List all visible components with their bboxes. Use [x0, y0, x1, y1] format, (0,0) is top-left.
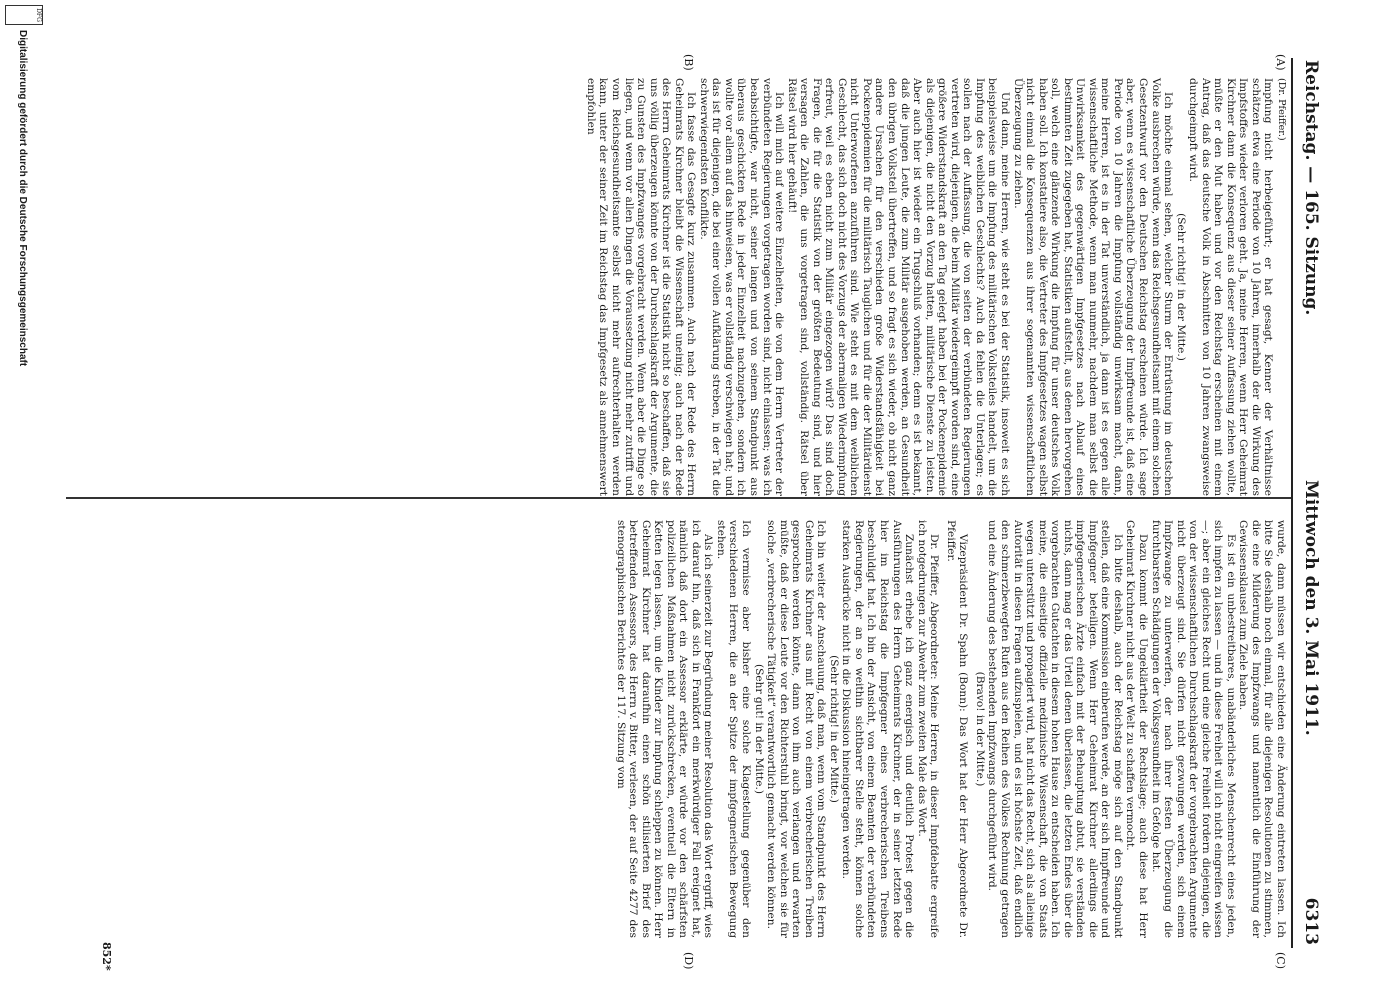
paragraph: (Bravo! in der Mitte.) [973, 671, 986, 787]
margin-marker-c: (C) [1274, 952, 1287, 969]
paragraph: (Sehr richtig! in der Mitte.) [827, 655, 840, 803]
dfg-logo: DFG [5, 5, 43, 25]
margin-marker-d: (D) [682, 952, 695, 970]
paragraph: wurde, dann müssen wir entschieden eine Änderung eintreten lassen. Ich bitte Sie deshalb noch einmal, für alle diejenigen Resolutionen zu stimmen, die eine Milderung des Impfzwangs und namentlich die Einführung der Gewissensklausel zum Ziele haben. [1237, 520, 1287, 938]
digitization-credit: Digitalisierung gefördert durch die Deutsche Forschungsgemeinschaft [17, 30, 28, 367]
paragraph: (Dr. Pfeiffer.) [1276, 78, 1287, 141]
paragraph: Als ich seinerzeit zur Begründung meiner Resolution das Wort ergriff, wies ich darauf hin, daß sich in Frankfort ein merkwürdiger Fall ereignet hat, nämlich daß dort ein Assessor erklärte, er würde vor den schärfsten polizeilichen Maßnahmen nicht zurückschrecken, eventuell die Eltern in Ketten legen lassen, um die Kinder zur Impfung schleppen zu können. Herr Geheimrat Kirchner hat daraufhin einen schön stilisierten Brief des betreffenden Assessors, des Herrn v. Bitter, verlesen, der auf Seite 4277 des stenographischen Berichtes der 117. Sitzung vom [614, 520, 715, 938]
paragraph: Impfung nicht herbeigeführt; er hat gesagt, Kenner der Verhältnisse schätzen etwa eine Periode von 10 Jahren, innerhalb der die Wirkung des Impfstoffes wieder verloren geht. Ja, meine Herren, wenn Herr Geheimrat Kirchner dann die Konsequenz aus dieser seiner Auffassung ziehen wollte, müßte er den Mut haben und vor den Reichstag erscheinen mit einem Antrag, daß das deutsche Volk in Abschnitten von 10 Jahren zwangsweise durchgeimpft wird. [1187, 78, 1275, 496]
paragraph: Und dann, meine Herren, wie steht es bei der Statistik, insoweit es sich beispielsweise um die Impfung des militärischen Volksteiles handelt, um die Impfung des weiblichen Geschlechts? Auch da fehlen die Unterlagen; es sollen nach der Auffassung, die von seiten der verbündeten Regierungen vertreten wird, diejenigen, die beim Militär wiedergeimpft worden sind, eine größere Widerstandskraft an den Tag gelegt haben bei der Pockenepidemie als diejenigen, die nicht den Vorzug hatten, militärische Dienste zu leisten. Aber auch hier ist wieder ein Trugschluß vorhanden; denn es ist bekannt, daß die jungen Leute, die zum Militär ausgehoben werden, an Gesundheit den übrigen Volksteil übertreffen, und so fragt es sich wieder, ob nicht ganz andere Ursachen für den verschieden große Widerstandsfähigkeit bei Pockenepidemien für die militärisch Tauglichen und für die der Militärdienst nicht Unterworfenen anzuführen sind. Wie steht es mit dem weiblichen Geschlecht, das sich doch nicht des Vorzugs der abermaligen Wiederimpfung erfreut, weil es eben nicht zum Militär eingezogen wird? Das sind doch Fragen, die für die Statistik von der größten Bedeutung sind, und hier versagen die Zahlen, die uns vorgetragen sind, vollständig. Rätsel über Rätsel wird hier gehäuft! [785, 78, 1011, 496]
text-column-right [614, 520, 1287, 938]
paragraph: Ich möchte einmal sehen, welcher Sturm der Entrüstung im deutschen Volke ausbrechen würde, wenn das Reichsgesundheitsamt mit einem solchen Gesetzentwurf vor den Deutschen Reichstag erscheinen würde. Ich sage aber, wenn es wissenschaftliche Überzeugung der Impffreunde ist, daß eine Periode von 10 Jahren die Impfung vollständig unwirksam macht, dann, meine Herren, ist es in der Tat unverständlich, ja dann ist es gegen alle wissenschaftliche Methode, wenn man nunmehr, nachdem man selbst die Unwirksamkeit des gegenwärtigen Impfgesetzes nach Ablauf eines bestimmten Zeit zugegeben hat, Statistiken aufstellt, aus denen hervorgehen soll, welch eine glänzende Wirkung die Impfung für unser deutsches Volk haben soll. Ich konstatiere also, die Vertreter des Impfgesetzes wagen selbst nicht einmal die Konsequenzen aus ihrer sogenannten wissenschaftlichen Überzeugung zu ziehen. [1011, 78, 1175, 496]
paragraph: Zunächst erhebe ich ganz energisch und deutlich Protest gegen die Ausführungen des Herrn Geheimrats Kirchner, der in seiner letzten Rede hier im Reichstag die Impfgegner eines verbrecherischen Treibens beschuldigt hat. Ich bin der Ansicht, von einem Beamten der verbündeten Regierungen, der an so weithin sichtbarer Stelle steht, können solche starken Ausdrücke nicht in die Diskussion hineingetragen werden. [840, 520, 916, 938]
paragraph: Ich will mich auf weitere Einzelheiten, die von dem Herrn Vertreter der verbündeten Regierungen vorgetragen worden sind, nicht einlassen; was ich beabsichtigte, war nicht, seiner langen und von seinem Standpunkt aus überaus geschickten Rede in jeder Einzelheit nachzugehen, sondern ich wollte vor allem auf das hinweisen, was er vollständig verschwiegen hat; und das ist für diejenigen, die bei einer vollen Aufklärung streben, in der Tat die schwerwiegendsten Konflikte. [697, 78, 786, 496]
paragraph: Ich vermisse aber bisher eine solche Klagestellung gegenüber den verschiedenen Herren, die an der Spitze der impfgegnerischen Bewegung stehen. [714, 520, 753, 938]
margin-marker-b: (B) [682, 54, 695, 71]
page-number: 6313 [1301, 897, 1321, 945]
header-rule [1291, 58, 1293, 948]
paragraph: Vizepräsident Dr. Spahn (Bonn): Das Wort hat der Herr Abgeordnete Dr. Pfeiffer. [944, 520, 970, 938]
page-header [1297, 60, 1321, 945]
paragraph: Ich fasse das Gesagte kurz zusammen. Auch nach der Rede des Herrn Geheimrats Kirchner bleibt die Wissenschaft uneinig; auch nach der Rede des Herrn Geheimrats Kirchner ist die Statistik nicht so beschaffen, daß sie uns völlig überzeugen könnte von der Durchschlagskraft der Argumente, die zu Gunsten des Impfzwanges vorgebracht werden. Wenn aber die Dinge so liegen, und wenn vor allen Dingen die Voraussetzung nicht mehr zutrifft und vom Reichsgesundheitsamte selbst nicht mehr aufrechterhalten werden kann, unter der seiner Zeit im Reichstag das Impfgesetz als annehmenswert empfohlen [584, 78, 698, 496]
column-divider [66, 497, 1291, 499]
margin-marker-a: (A) [1274, 54, 1287, 71]
paragraph: Dazu kommt die Ungeklärtheit der Rechtslage; auch diese hat Herr Geheimrat Kirchner nicht aus der Welt zu schaffen vermocht. [1124, 520, 1149, 938]
header-left: Reichstag. — 165. Sitzung. [1301, 60, 1321, 316]
paragraph: (Sehr gut! in der Mitte.) [752, 664, 765, 794]
signature-marker: 852* [100, 942, 113, 971]
paragraph: Ich bitte deshalb, auch der Reichstag möge sich auf den Standpunkt stellen, daß eine Kommission einberufen werde, an der sich Impffreunde und Impfgegner beteiligen. Wenn Herr Geheimrat Kirchner allerdings die impfgegnerischen Ärzte einfach mit der Behauptung abtut, sie verständen nichts, dann mag er das Urteil denen überlassen, die letzten Endes über die vorgebrachten Gutachten in diesem hohen Hause zu entscheiden haben. Ich meine, die einseitige offizielle medizinische Wissenschaft, die von Staats wegen unterstützt und propagiert wird, hat nicht das Recht, sich als alleinige Autorität in diesen Fragen aufzuspielen, und es ist höchste Zeit, daß endlich den schmerzbewegten Rufen aus den Reihen des Volkes Rechnung getragen und eine Änderung des bestehenden Impfzwangs durchgeführt wird. [986, 520, 1124, 938]
paragraph: Es ist ein unbestreitbares, unabänderliches Menschenrecht eines jeden, sich impfen zu lassen — und in diese Freiheit will ich nicht eingreifen wissen —; aber ein gleiches Recht und eine gleiche Freiheit fordern diejenigen, die von der wissenschaftlichen Durchschlagskraft der vorgebrachten Argumente nicht überzeugt sind. Sie dürfen nicht gezwungen werden, sich einem Impfzwange zu unterwerfen, der nach ihrer festen Überzeugung die furchtbarsten Schädigungen der Volksgesundheit im Gefolge hat. [1149, 520, 1237, 938]
paragraph: Dr. Pfeiffer, Abgeordneter: Meine Herren, in dieser Impfdebatte ergreife ich notgedrungen zur Abwehr zum zweiten Male das Wort. [915, 520, 941, 938]
header-date: Mittwoch den 3. Mai 1911. [1301, 480, 1321, 736]
text-column-left [584, 78, 1287, 496]
paragraph: Ich bin weiter der Anschauung, daß man, wenn vom Standpunkt des Herrn Geheimrats Kirchner aus mit Recht von einem verbrecherischen Treiben gesprochen werden könnte, dann von ihm auch verlangen und erwarten müßte, daß er diese Leute vor den Richterstuhl bringt, vor welchen sie für solche „verbrecherische Tätigkeit“ verantwortlich gemacht werden können. [765, 520, 828, 938]
paragraph: (Sehr richtig! in der Mitte.) [1174, 213, 1187, 361]
